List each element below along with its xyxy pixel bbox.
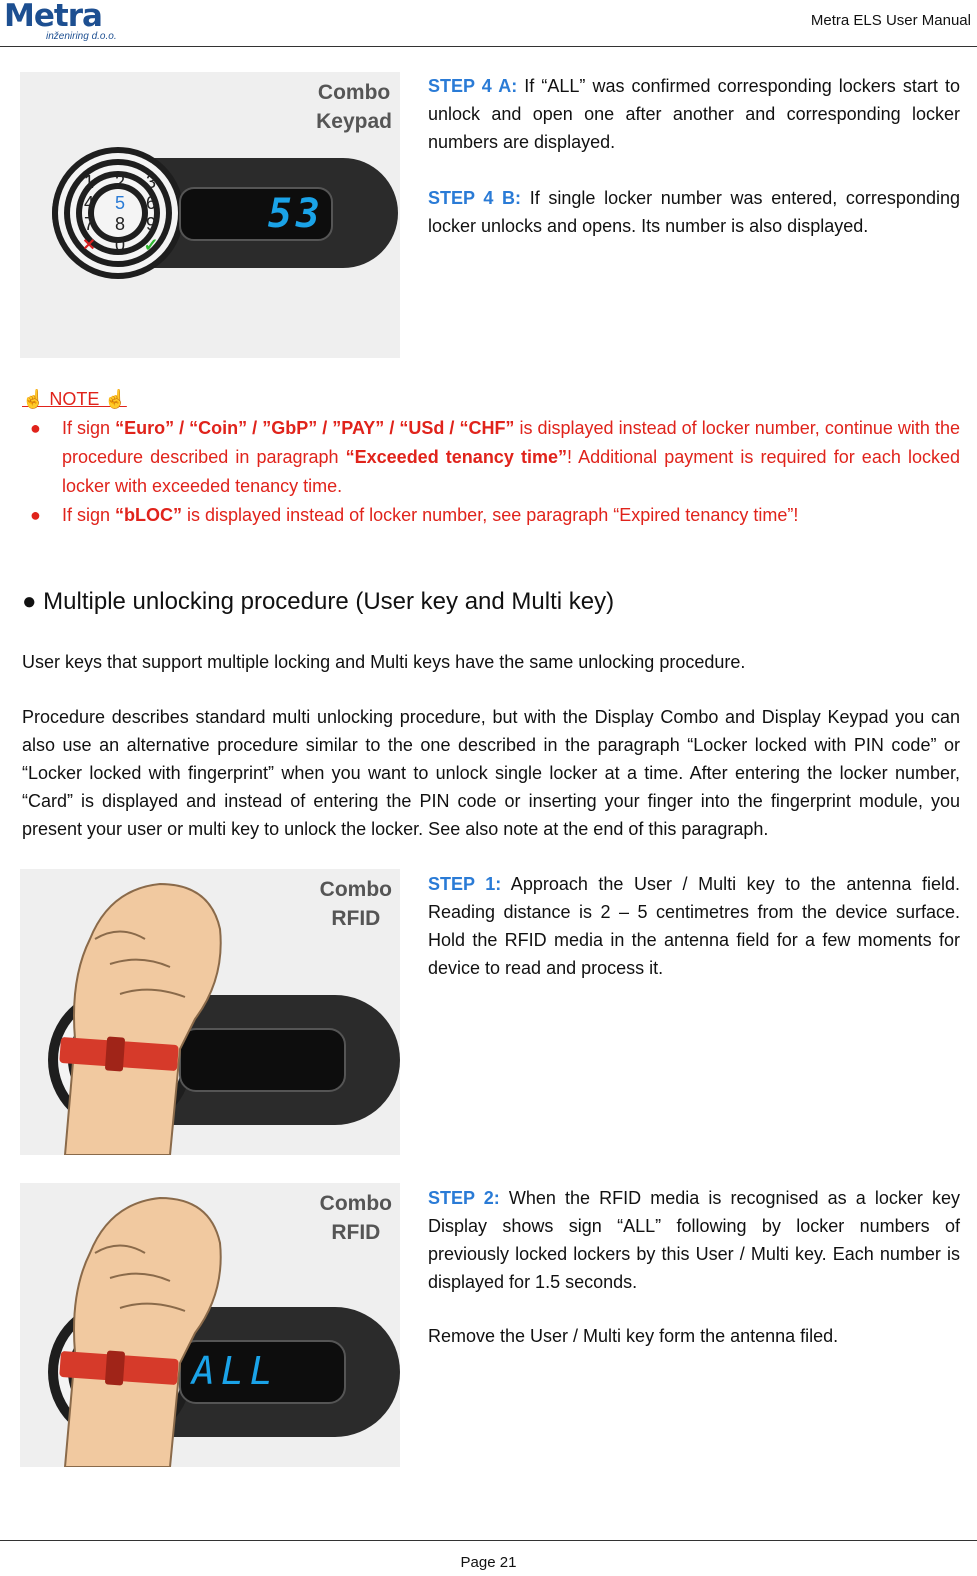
section-heading: ● Multiple unlocking procedure (User key and Multi key) [22,588,615,615]
step-2-extra: Remove the User / Multi key form the antenna filed. [428,1326,839,1346]
key-7: 7 [83,214,94,234]
bullet-icon: ● [22,588,44,615]
step-1-label: STEP 1: [428,874,502,894]
bloc-sign: “bLOC” [115,505,183,525]
rfid-device-illustration [20,1183,400,1467]
confirm-key-icon: ✓ [143,235,159,255]
all-sign-display: ALL [192,1349,279,1393]
step-2-text: When the RFID media is recognised as a locker key Display shows sign “ALL” following by locker numbers of previously locked lockers by this User / Multi key. Each number is displayed for 1.5 seconds. [428,1188,960,1292]
key-1: 1 [83,172,94,192]
document-title: Metra ELS User Manual [810,12,971,29]
keypad-keys [74,170,166,258]
currency-signs: “Euro” / “Coin” / ”GbP” / ”PAY” / “USd / “CHF” [115,418,515,438]
combo-keypad-figure [20,72,400,358]
note-item-2: ● If sign “bLOC” is displayed instead of locker number, see paragraph “Expired tenancy time”! [22,501,960,530]
bullet-icon: ● [30,418,41,438]
key-6: 6 [145,193,156,213]
step-4a-text: If “ALL” was confirmed corresponding lockers start to unlock and open one after another and corresponding locker numbers are displayed. [428,76,960,152]
footer-rule [0,1540,977,1541]
page-number: Page 21 [460,1554,517,1571]
key-0: 0 [114,235,125,255]
logo-subtext: inženiring d.o.o. [46,31,117,42]
exceeded-tenancy-ref: “Exceeded tenancy time” [345,447,567,467]
section-intro: User keys that support multiple locking and Multi keys have the same unlocking procedure. [22,652,746,672]
key-5: 5 [114,193,125,213]
key-8: 8 [114,214,125,234]
figure-label: Combo RFID [319,1192,392,1244]
section-body: Procedure describes standard multi unlocking procedure, but with the Display Combo and Display Keypad you can also use an alternative procedure similar to the one described in the paragraph “Locker locked with PIN code” or “Locker locked with fingerprint” when you want to unlock single locker at a time. After entering the locker number, “Card” is displayed and instead of entering the PIN code or inserting your finger into the fingerprint module, you present your user or multi key to unlock the locker. See also note at the end of this paragraph. [22,707,960,839]
step-2-label: STEP 2: [428,1188,500,1208]
step-1-text: Approach the User / Multi key to the antenna field. Reading distance is 2 – 5 centimetres from the device surface. Hold the RFID media in the antenna field for a few moments for device to read and process it. [428,874,960,978]
key-9: 9 [145,214,156,234]
step-4a-paragraph [428,72,960,156]
step-2-paragraph [428,1184,960,1296]
figure-label: Combo RFID [319,878,392,930]
note-title: ☝ NOTE ☝ [22,389,127,409]
note-item-1: ● If sign “Euro” / “Coin” / ”GbP” / ”PAY” / “USd / “CHF” is displayed instead of locker number, continue with the procedure described in paragraph “Exceeded tenancy time”! Additional payment is required for each locked locker with exceeded tenancy time. [22,414,960,501]
step-1-paragraph [428,870,960,982]
bullet-icon: ● [30,505,41,525]
combo-rfid-figure [20,869,400,1155]
combo-rfid-all-figure [20,1183,400,1467]
step-4b-label: STEP 4 B: [428,188,522,208]
key-4: 4 [83,193,94,213]
locker-number-display: 53 [267,191,324,237]
step-4b-text: If single locker number was entered, corresponding locker unlocks and opens. Its number is also displayed. [428,188,960,236]
step-4a-label: STEP 4 A: [428,76,518,96]
key-2: 2 [114,172,125,192]
key-3: 3 [145,172,156,192]
logo-wordmark: Metra [4,0,102,34]
company-logo [4,2,154,44]
header-rule [0,46,977,47]
cancel-key-icon: ✕ [82,237,96,254]
figure-label: Combo Keypad [316,81,392,133]
rfid-device-illustration [20,869,400,1155]
step-4b-paragraph [428,184,960,240]
